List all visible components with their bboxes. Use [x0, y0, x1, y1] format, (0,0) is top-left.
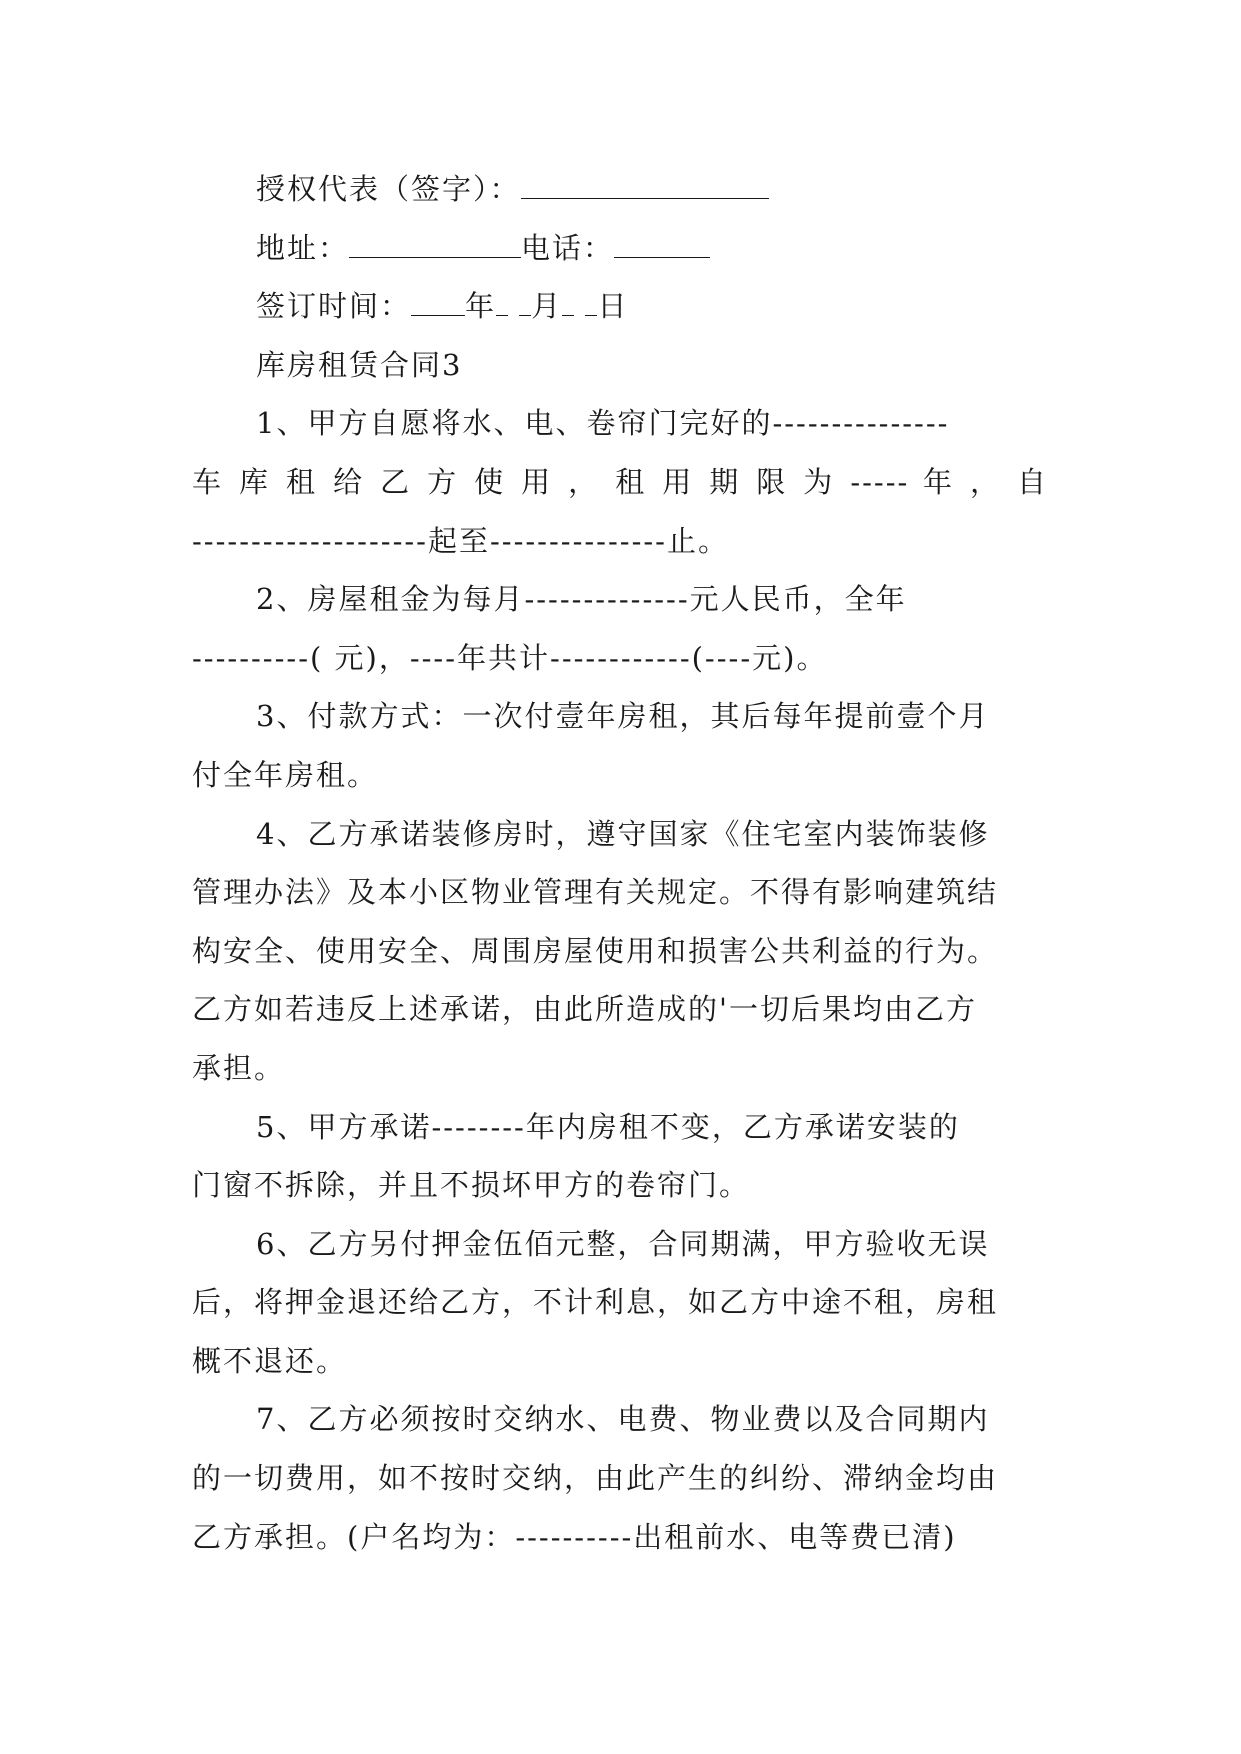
- clause-7-line-1: 7、乙方必须按时交纳水、电费、物业费以及合同期内: [256, 1402, 990, 1437]
- day-blank-b: [585, 291, 597, 316]
- clause-5-line-2: 门窗不拆除，并且不损坏甲方的卷帘门。: [192, 1168, 751, 1203]
- month-blank-a: [496, 291, 508, 316]
- phone-blank: [614, 233, 710, 258]
- year-label: 年: [465, 289, 497, 324]
- signature-rep-line: [192, 160, 1048, 219]
- clause-2-line-2: ----------( 元)，----年共计------------(----元)。: [192, 640, 828, 675]
- rep-label: 授权代表（签字）：: [256, 172, 521, 206]
- clause-3-line-1: 3、付款方式：一次付壹年房租，其后每年提前壹个月: [256, 699, 990, 734]
- clause-4-line-5: 承担。: [192, 1050, 286, 1085]
- clause-3-line-2: 付全年房租。: [192, 757, 379, 792]
- address-blank: [349, 233, 521, 258]
- clause-2-line-1: 2、房屋租金为每月--------------元人民币，全年: [256, 582, 907, 617]
- clause-5-line-1: 5、甲方承诺--------年内房租不变，乙方承诺安装的: [256, 1109, 960, 1144]
- clause-1-line-1: 1、甲方自愿将水、电、卷帘门完好的---------------: [256, 406, 950, 441]
- phone-label: 电话：: [521, 230, 615, 265]
- clause-6-line-3: 概不退还。: [192, 1343, 348, 1378]
- contract-heading: 库房租赁合同3: [256, 347, 463, 382]
- address-label: 地址：: [256, 230, 350, 265]
- day-blank-a: [562, 291, 574, 316]
- day-label: 日: [597, 289, 629, 324]
- clause-4-line-4: 乙方如若违反上述承诺，由此所造成的'一切后果均由乙方: [192, 992, 977, 1027]
- clause-1-line-2: 车 库 租 给 乙 方 使 用 ， 租 用 期 限 为 ----- 年 ， 自: [192, 464, 1048, 499]
- document-body: [192, 160, 1048, 1566]
- date-label: 签订时间：: [256, 289, 412, 324]
- clause-4-line-2: 管理办法》及本小区物业管理有关规定。不得有影响建筑结: [192, 875, 999, 910]
- clause-1-line-3: --------------------起至---------------止。: [192, 523, 729, 558]
- clause-4-line-3: 构安全、使用安全、周围房屋使用和损害公共利益的行为。: [192, 933, 999, 968]
- month-blank-b: [519, 291, 531, 316]
- clause-6-line-2: 后，将押金退还给乙方，不计利息，如乙方中途不租，房租: [192, 1285, 999, 1320]
- clause-7-line-3: 乙方承担。(户名均为：----------出租前水、电等费已清): [192, 1519, 957, 1554]
- clause-6-line-1: 6、乙方另付押金伍佰元整，合同期满，甲方验收无误: [256, 1226, 990, 1261]
- month-label: 月: [531, 289, 563, 324]
- address-phone-line: [192, 219, 1048, 278]
- clause-4-line-1: 4、乙方承诺装修房时，遵守国家《住宅室内装饰装修: [256, 816, 990, 851]
- year-blank: [411, 291, 465, 316]
- clause-7-line-2: 的一切费用，如不按时交纳，由此产生的纠纷、滞纳金均由: [192, 1461, 999, 1496]
- sign-date-line: [192, 277, 1048, 336]
- rep-signature-blank: [521, 174, 769, 199]
